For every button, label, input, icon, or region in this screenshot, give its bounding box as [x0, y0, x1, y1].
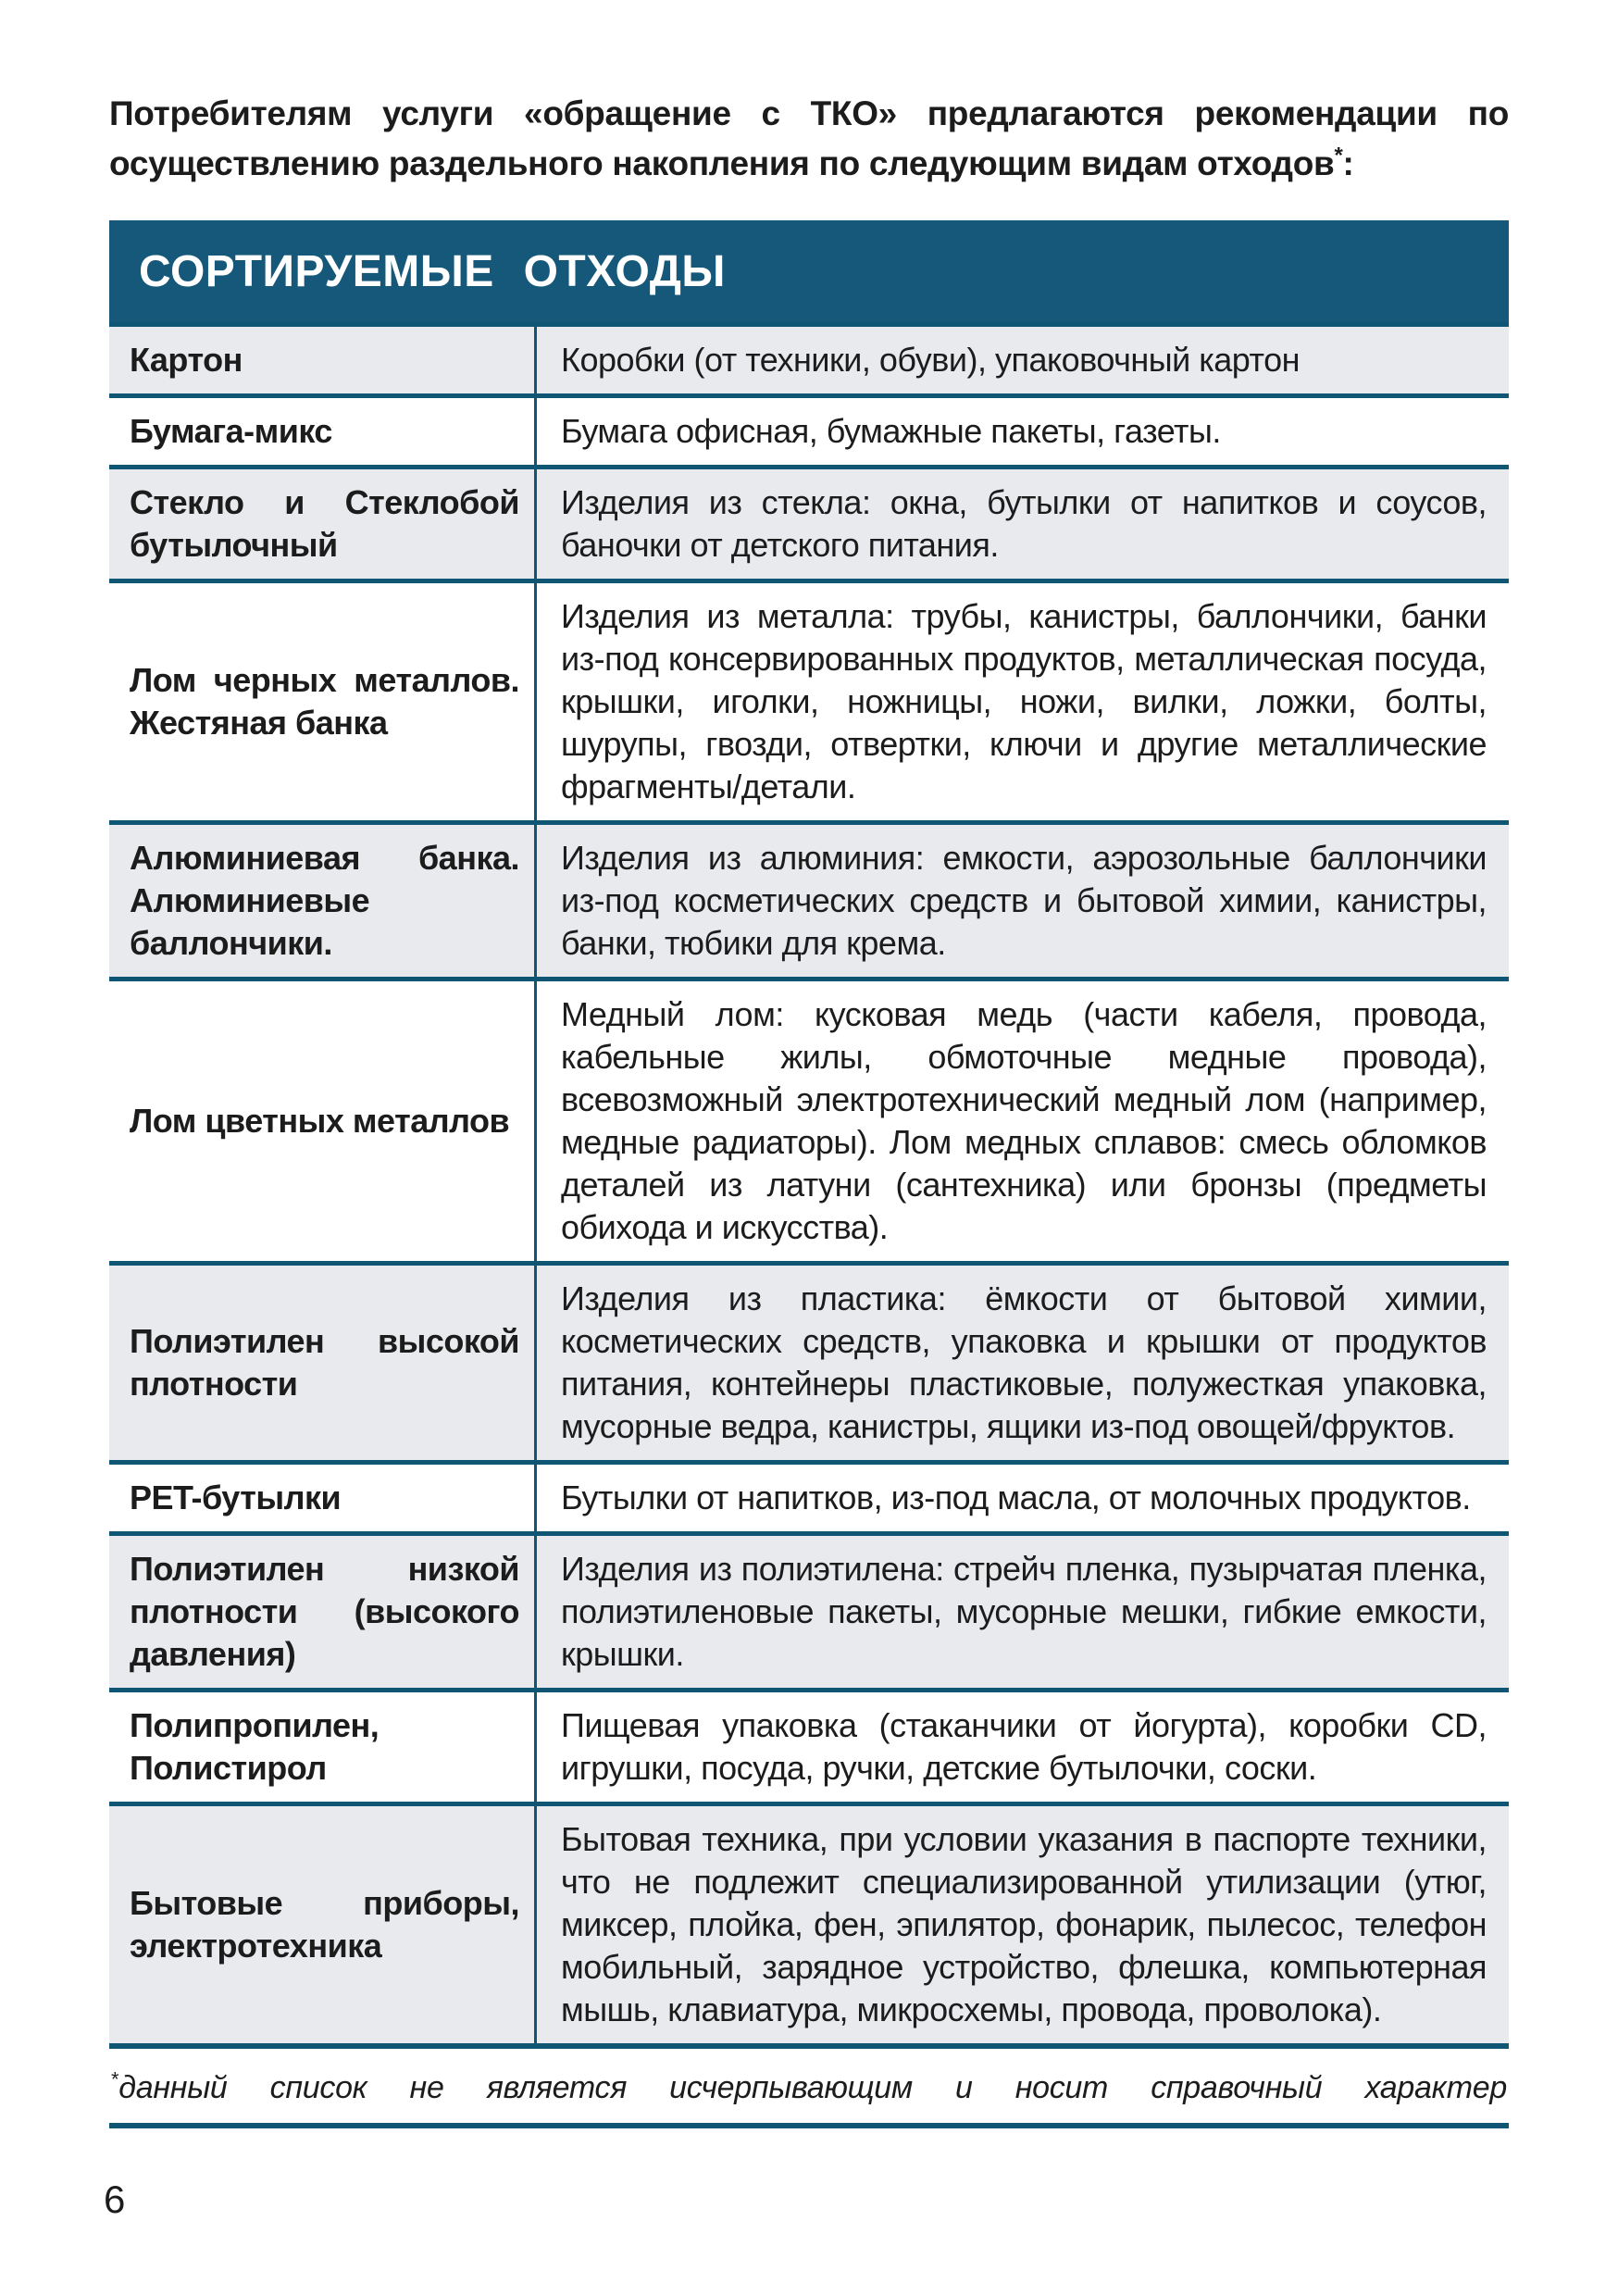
description-cell — [534, 1692, 1509, 1802]
intro-suffix: : — [1342, 144, 1354, 182]
category-cell — [109, 398, 534, 465]
description-cell — [534, 1806, 1509, 2043]
category-cell — [109, 825, 534, 977]
description-text: Медный лом: кусковая медь (части кабеля, провода, кабельные жилы, обмоточные медные провода), всевозможный электротехнический медный лом (например, медные радиаторы). Лом медных сплавов: смесь обломков деталей из латуни (сантехника) или бронзы (предметы обихода и искусства). — [561, 995, 1487, 1246]
category-label: Картон — [130, 341, 243, 379]
category-cell — [109, 327, 534, 393]
description-cell — [534, 1465, 1509, 1531]
category-label: Полиэтилен высокой плотности — [130, 1322, 519, 1403]
intro-paragraph — [109, 89, 1509, 189]
footnote-text: данный список не является исчерпывающим и носит справочный характер — [118, 2070, 1507, 2105]
category-label: PET-бутылки — [130, 1479, 342, 1516]
description-text: Пищевая упаковка (стаканчики от йогурта), коробки CD, игрушки, посуда, ручки, детские бутылочки, соски. — [561, 1706, 1487, 1787]
footnote — [109, 2049, 1509, 2123]
table-row — [109, 393, 1509, 465]
category-cell — [109, 981, 534, 1261]
page-number: 6 — [104, 2177, 126, 2221]
table-row — [109, 1802, 1509, 2043]
intro-text: Потребителям услуги «обращение с ТКО» предлагаются рекомендации по осуществлению раздельного накопления по следующим видам отходов — [109, 94, 1509, 182]
category-cell — [109, 583, 534, 820]
table-row — [109, 579, 1509, 820]
category-label: Бумага-микс — [130, 412, 332, 450]
table-header-title: СОРТИРУЕМЫЕ ОТХОДЫ — [139, 246, 726, 296]
sorted-waste-table — [109, 220, 1509, 2049]
description-text: Изделия из полиэтилена: стрейч пленка, пузырчатая пленка, полиэтиленовые пакеты, мусорные мешки, гибкие емкости, крышки. — [561, 1550, 1487, 1673]
table-row — [109, 1460, 1509, 1531]
category-cell — [109, 1465, 534, 1531]
description-cell — [534, 825, 1509, 977]
category-cell — [109, 469, 534, 579]
description-cell — [534, 327, 1509, 393]
category-label: Полиэтилен низкой плотности (высокого давления) — [130, 1550, 519, 1673]
description-text: Изделия из металла: трубы, канистры, баллончики, банки из-под консервированных продуктов, металлическая посуда, крышки, иголки, ножницы, ножи, вилки, ложки, болты, шурупы, гвозди, отвертки, ключи и другие металлические фрагменты/детали. — [561, 597, 1487, 805]
table-header — [109, 220, 1509, 322]
description-cell — [534, 981, 1509, 1261]
table-row — [109, 820, 1509, 977]
category-cell — [109, 1536, 534, 1688]
description-cell — [534, 398, 1509, 465]
table-row — [109, 1531, 1509, 1688]
category-label: Стекло и Стеклобой бутылочный — [130, 483, 519, 564]
category-label: Полипропилен, Полистирол — [130, 1706, 380, 1787]
category-label: Алюминиевая банка. Алюминиевые баллончики. — [130, 839, 519, 962]
description-text: Коробки (от техники, обуви), упаковочный картон — [561, 341, 1301, 379]
category-label: Бытовые приборы, электротехника — [130, 1884, 519, 1965]
category-cell — [109, 1806, 534, 2043]
description-cell — [534, 1536, 1509, 1688]
intro-footnote-marker: * — [1334, 143, 1343, 168]
table-row — [109, 322, 1509, 393]
description-cell — [534, 469, 1509, 579]
description-text: Изделия из алюминия: емкости, аэрозольные баллончики из-под косметических средств и бытовой химии, канистры, банки, тюбики для крема. — [561, 839, 1487, 962]
description-cell — [534, 1266, 1509, 1460]
table-row — [109, 1688, 1509, 1802]
table-row — [109, 465, 1509, 579]
table-row — [109, 977, 1509, 1261]
category-label: Лом черных металлов. Жестяная банка — [130, 661, 519, 742]
description-text: Изделия из стекла: окна, бутылки от напитков и соусов, баночки от детского питания. — [561, 483, 1487, 564]
footnote-marker: * — [111, 2067, 119, 2091]
footnote-divider — [109, 2123, 1509, 2128]
description-cell — [534, 583, 1509, 820]
description-text: Бутылки от напитков, из-под масла, от молочных продуктов. — [561, 1479, 1471, 1516]
description-text: Бытовая техника, при условии указания в паспорте техники, что не подлежит специализированной утилизации (утюг, миксер, плойка, фен, эпилятор, фонарик, пылесос, телефон мобильный, зарядное устройство, флешка, компьютерная мышь, клавиатура, микросхемы, провода, проволока). — [561, 1820, 1487, 2028]
category-label: Лом цветных металлов — [130, 1102, 510, 1140]
category-cell — [109, 1266, 534, 1460]
table-body — [109, 322, 1509, 2043]
category-cell — [109, 1692, 534, 1802]
table-row — [109, 1261, 1509, 1460]
description-text: Бумага офисная, бумажные пакеты, газеты. — [561, 412, 1221, 450]
description-text: Изделия из пластика: ёмкости от бытовой химии, косметических средств, упаковка и крышки от продуктов питания, контейнеры пластиковые, полужесткая упаковка, мусорные ведра, канистры, ящики из-под овощей/фруктов. — [561, 1279, 1487, 1445]
